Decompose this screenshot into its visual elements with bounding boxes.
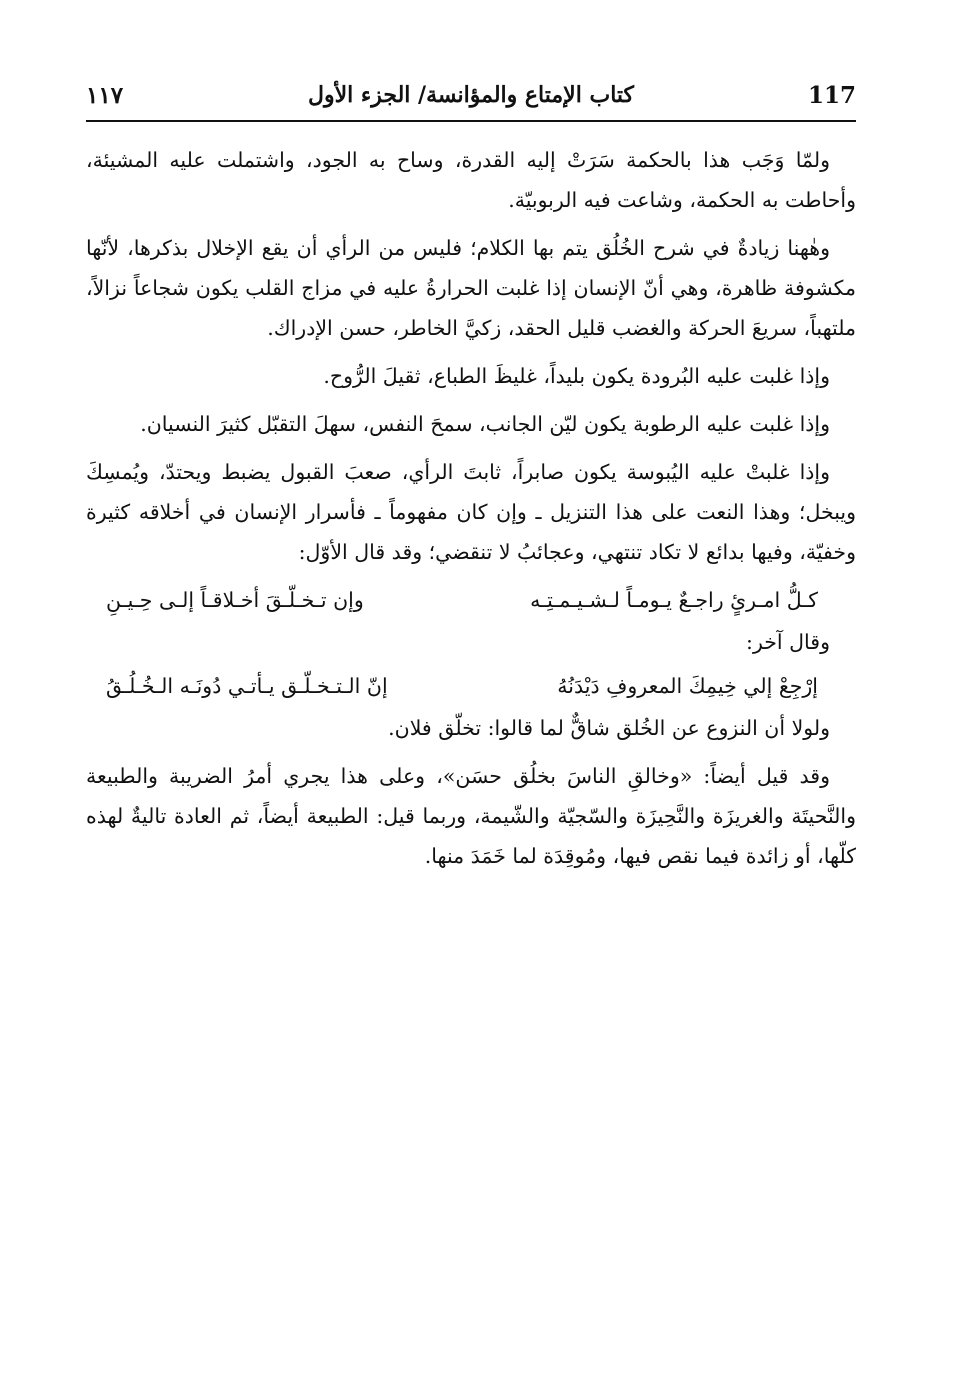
page-number-latin: 117 (807, 82, 856, 109)
verse-1-second-hemistich: وإن تـخـلّـقَ أخـلاقـاً إلـى حِـيـنِ (106, 588, 364, 612)
verse-2-second-hemistich: إنّ الـتـخـلّـق يـأتـي دُونَـه الـخُـلُـقُ (106, 674, 388, 698)
verse-2 (86, 666, 856, 706)
after-verse-line: ولولا أن النزوع عن الخُلق شاقٌّ لما قالوا: تخلّق فلان. (388, 716, 830, 740)
page-body (86, 140, 856, 884)
paragraph-4: وإذا غلبت عليه الرطوبة يكون ليّن الجانب، سمحَ النفس، سهلَ التقبّل كثيرَ النسيان. (140, 412, 830, 436)
paragraph-2: وهٰهنا زيادةٌ في شرح الخُلُق يتم بها الكلام؛ فليس من الرأي أن يقع الإخلال بذكرها، لأنّها مكشوفة ظاهرة، وهي أنّ الإنسان إذا غلبت الحرارةُ عليه في مزاج القلب يكون شجاعاً نزالاً، ملتهباً، سريعَ الحركة والغضب قليل الحقد، زكيَّ الخاطر، حسن الإدراك. (86, 236, 856, 340)
verse-1-first-hemistich: كـلُّ امـرئٍ راجـعٌ يـومـاً لـشـيـمـتِـه (530, 588, 818, 612)
page-number-arabic: ١١٧ (86, 82, 124, 109)
paragraph-3: وإذا غلبت عليه البُرودة يكون بليداً، غليظَ الطباع، ثقيلَ الرُّوح. (323, 364, 830, 388)
header-rule (86, 120, 856, 122)
paragraph-1: ولمّا وَجَب هذا بالحكمة سَرَتْ إليه القدرة، وساح به الجود، واشتملت عليه المشيئة، وأحاطت به الحكمة، وشاعت فيه الربوبيّة. (86, 148, 856, 212)
verse-1 (86, 580, 856, 620)
page-header (86, 82, 856, 116)
verse-2-first-hemistich: إرْجِعْ إلي خِيمِكَ المعروفِ دَيْدَنُهُ (557, 674, 818, 698)
paragraph-5: وإذا غلبتْ عليه اليُبوسة يكون صابراً، ثابتَ الرأي، صعبَ القبول يضبط ويحتدّ، ويُمسِكَ ويبخل؛ وهذا النعت على هذا التنزيل ـ وإن كان مفهوماً ـ فأسرار الإنسان في أخلاقه كثيرة وخفيّة، وفيها بدائع لا تكاد تنتهي، وعجائبُ لا تنقضي؛ وقد قال الأوّل: (86, 460, 856, 564)
running-title: كتاب الإمتاع والمؤانسة/ الجزء الأول (307, 82, 635, 108)
paragraph-6: وقد قيل أيضاً: «وخالقِ الناسَ بخلُق حسَن»، وعلى هذا يجري أمرُ الضريبة والطبيعة والنَّحيتَة والغريزَة والنَّحِيزَة والسّجيّة والشّيمة، وربما قيل: الطبيعة أيضاً، ثم العادة تاليةٌ لهذه كلّها، أو زائدة فيما نقص فيها، ومُوقِدَة لما خَمَدَ منها. (86, 764, 856, 868)
verse-2-intro: وقال آخر: (746, 630, 830, 654)
